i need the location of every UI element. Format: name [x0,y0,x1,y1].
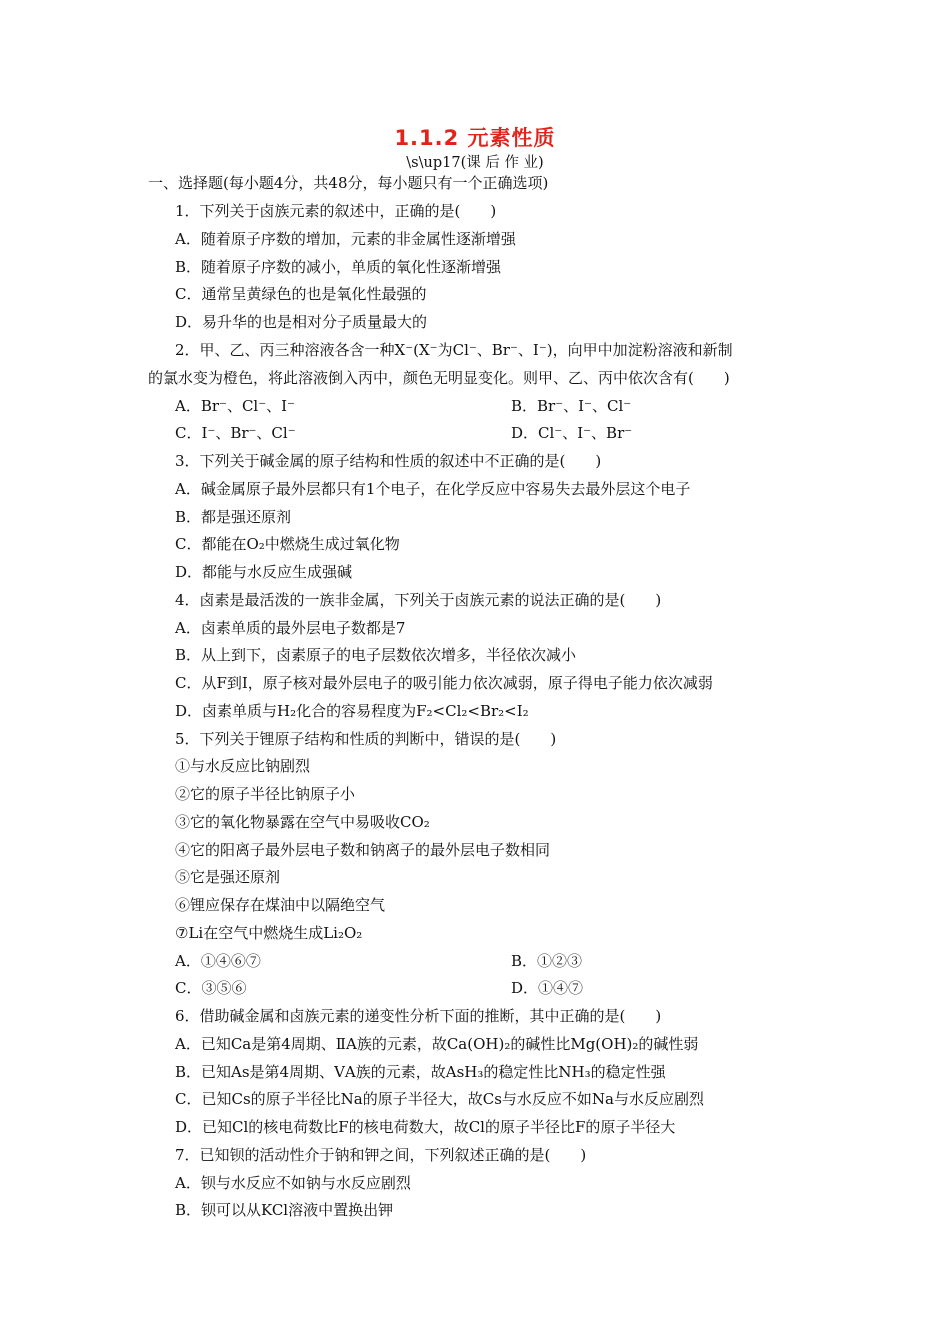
question-2-option-b: B．Br⁻、I⁻、Cl⁻ [511,397,632,415]
question-1-option-a: A．随着原子序数的增加，元素的非金属性逐渐增强 [175,230,516,248]
question-3-option-c: C．都能在O₂中燃烧生成过氧化物 [175,535,400,553]
question-5-statement-3: ③它的氧化物暴露在空气中易吸收CO₂ [175,813,430,831]
question-3-option-b: B．都是强还原剂 [175,508,292,526]
question-6-option-a: A．已知Ca是第4周期、ⅡA族的元素，故Ca(OH)₂的碱性比Mg(OH)₂的碱性弱 [175,1035,699,1053]
question-2-stem-line-1: 2．甲、乙、丙三种溶液各含一种X⁻(X⁻为Cl⁻、Br⁻、I⁻)，向甲中加淀粉溶液和新制 [175,341,733,359]
question-3-option-d: D．都能与水反应生成强碱 [175,563,353,581]
page-title: 1.1.2 元素性质 [394,126,556,150]
question-7-option-b: B．钡可以从KCl溶液中置换出钾 [175,1201,394,1219]
question-2-option-c: C．I⁻、Br⁻、Cl⁻ [175,424,296,442]
question-5-statement-4: ④它的阳离子最外层电子数和钠离子的最外层电子数相同 [175,841,551,859]
question-4-option-a: A．卤素单质的最外层电子数都是7 [175,619,406,637]
question-5-statement-5: ⑤它是强还原剂 [175,868,281,886]
question-5-statement-6: ⑥锂应保存在煤油中以隔绝空气 [175,896,386,914]
section-heading: 一、选择题(每小题4分，共48分，每小题只有一个正确选项) [148,174,549,192]
question-4-option-d: D．卤素单质与H₂化合的容易程度为F₂<Cl₂<Br₂<I₂ [175,702,529,720]
question-7-option-a: A．钡与水反应不如钠与水反应剧烈 [175,1174,411,1192]
question-1-option-c: C．通常呈黄绿色的也是氧化性最强的 [175,285,427,303]
question-7-stem: 7．已知钡的活动性介于钠和钾之间，下列叙述正确的是( ) [175,1146,587,1164]
question-1-option-b: B．随着原子序数的减小，单质的氧化性逐渐增强 [175,258,502,276]
question-5-statement-1: ①与水反应比钠剧烈 [175,757,311,775]
question-5-option-b: B．①②③ [511,952,583,970]
question-1-stem: 1．下列关于卤族元素的叙述中，正确的是( ) [175,202,497,220]
question-6-option-b: B．已知As是第4周期、ⅤA族的元素，故AsH₃的稳定性比NH₃的稳定性强 [175,1063,666,1081]
question-5-option-a: A．①④⑥⑦ [175,952,261,970]
question-2-option-a: A．Br⁻、Cl⁻、I⁻ [175,397,295,415]
question-3-option-a: A．碱金属原子最外层都只有1个电子，在化学反应中容易失去最外层这个电子 [175,480,691,498]
question-5-statement-7: ⑦Li在空气中燃烧生成Li₂O₂ [175,924,363,942]
question-2-option-d: D．Cl⁻、I⁻、Br⁻ [511,424,633,442]
question-5-statement-2: ②它的原子半径比钠原子小 [175,785,356,803]
page-subtitle: \s\up17(课 后 作 业) [406,155,544,171]
question-4-stem: 4．卤素是最活泼的一族非金属，下列关于卤族元素的说法正确的是( ) [175,591,662,609]
question-6-stem: 6．借助碱金属和卤族元素的递变性分析下面的推断，其中正确的是( ) [175,1007,662,1025]
question-4-option-c: C．从F到I，原子核对最外层电子的吸引能力依次减弱，原子得电子能力依次减弱 [175,674,713,692]
question-6-option-d: D．已知Cl的核电荷数比F的核电荷数大，故Cl的原子半径比F的原子半径大 [175,1118,676,1136]
question-5-option-d: D．①④⑦ [511,979,584,997]
question-3-stem: 3．下列关于碱金属的原子结构和性质的叙述中不正确的是( ) [175,452,602,470]
question-6-option-c: C．已知Cs的原子半径比Na的原子半径大，故Cs与水反应不如Na与水反应剧烈 [175,1090,704,1108]
question-2-stem-line-2: 的氯水变为橙色，将此溶液倒入丙中，颜色无明显变化。则甲、乙、丙中依次含有( ) [148,369,730,387]
question-5-stem: 5．下列关于锂原子结构和性质的判断中，错误的是( ) [175,730,557,748]
question-4-option-b: B．从上到下，卤素原子的电子层数依次增多，半径依次减小 [175,646,577,664]
question-5-option-c: C．③⑤⑥ [175,979,247,997]
question-1-option-d: D．易升华的也是相对分子质量最大的 [175,313,428,331]
